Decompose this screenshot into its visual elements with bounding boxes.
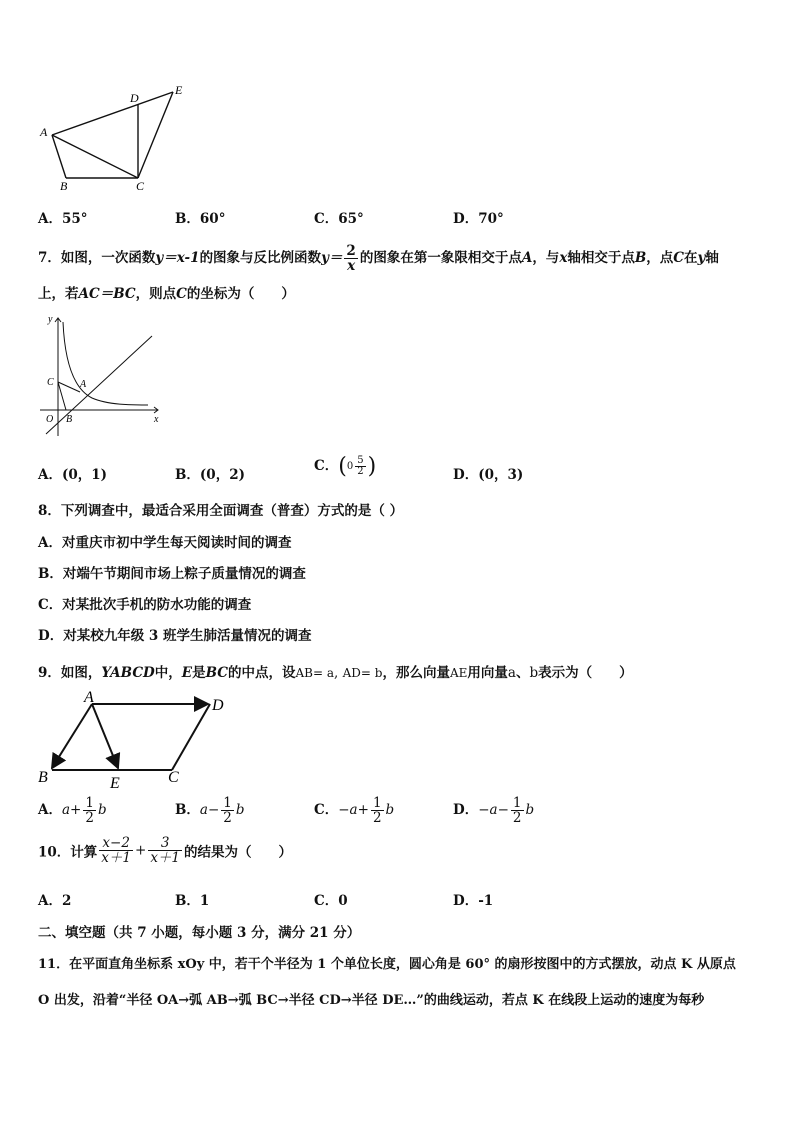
q9-label-A: A bbox=[84, 689, 94, 706]
q6-label-E: E bbox=[175, 83, 183, 97]
q9-option-d: D．−a− $\frac{1}{2}$ b bbox=[453, 795, 535, 827]
q9-option-c: C．−a+ $\frac{1}{2}$ b bbox=[314, 795, 395, 827]
q9-label-B: B bbox=[38, 769, 48, 786]
q7-option-b: B．(0，2) bbox=[175, 467, 245, 483]
q6-label-A: A bbox=[40, 125, 48, 139]
section-title-fill-in: 二、填空题（共 7 小题，每小题 3 分，满分 21 分） bbox=[38, 925, 361, 941]
q6-option-c: C．65° bbox=[314, 211, 364, 227]
q11-stem-line2: O 出发，沿着“半径 OA→弧 AB→弧 BC→半径 CD→半径 DE…”的曲线运动，若点 K 在线段上运动的速度为每秒 bbox=[38, 993, 705, 1008]
q10-stem: 10．计算 $\frac{x-2}{x+1}$ + $\frac{3}{x+1}$ 的结果为（ ） bbox=[38, 835, 293, 867]
q8-option-c: C．对某批次手机的防水功能的调查 bbox=[38, 597, 252, 613]
q8-option-d: D．对某校九年级 3 班学生肺活量情况的调查 bbox=[38, 628, 312, 644]
q7-figure bbox=[36, 312, 166, 440]
q6-figure bbox=[36, 80, 196, 192]
q6-label-B: B bbox=[60, 179, 68, 192]
q7-option-a: A．(0，1) bbox=[38, 467, 108, 483]
q8-option-a: A．对重庆市初中学生每天阅读时间的调查 bbox=[38, 535, 292, 551]
q9-label-C: C bbox=[168, 769, 179, 786]
q7-label-C: C bbox=[47, 377, 54, 388]
q7-option-d: D．(0，3) bbox=[453, 467, 524, 483]
q6-option-b: B．60° bbox=[175, 211, 226, 227]
q7-label-x: x bbox=[154, 414, 159, 425]
q10-option-a: A．2 bbox=[38, 893, 72, 909]
q11-stem-line1: 11．在平面直角坐标系 xOy 中，若干个半径为 1 个单位长度，圆心角是 60° 的扇形按图中的方式摆放，动点 K 从原点 bbox=[38, 957, 736, 972]
q7-stem-line1: 7．如图，一次函数y＝x-1的图象与反比例函数y＝ $\frac{2}{x}$ 的图象在第一象限相交于点A，与x轴相交于点B，点C在y轴 bbox=[38, 243, 719, 275]
q6-label-D: D bbox=[130, 91, 139, 105]
q7-label-O: O bbox=[46, 414, 54, 425]
q6-option-d: D．70° bbox=[453, 211, 504, 227]
q7-label-y: y bbox=[48, 314, 53, 325]
q9-option-b: B．a− $\frac{1}{2}$ b bbox=[175, 795, 245, 827]
q9-stem: 9．如图，YABCD中，E是BC的中点，设AB= a, AD= b，那么向量AE用向量a、b表示为（ ） bbox=[38, 665, 633, 681]
q9-label-E: E bbox=[110, 775, 120, 792]
q10-option-b: B．1 bbox=[175, 893, 210, 909]
q7-fraction: $\frac{2}{x}$ bbox=[346, 243, 356, 275]
q10-option-c: C．0 bbox=[314, 893, 348, 909]
q7-label-B: B bbox=[66, 414, 73, 425]
q7-option-c: C．(0 $\frac{5}{2}$ ) bbox=[314, 454, 377, 479]
q7-label-A: A bbox=[80, 379, 87, 390]
q8-stem: 8．下列调查中，最适合采用全面调查（普查）方式的是（ ） bbox=[38, 503, 404, 519]
q6-label-C: C bbox=[136, 179, 145, 192]
q10-option-d: D．-1 bbox=[453, 893, 494, 909]
q9-option-a: A．a+ $\frac{1}{2}$ b bbox=[38, 795, 107, 827]
q6-option-a: A．55° bbox=[38, 211, 88, 227]
q7-stem-line2: 上，若AC＝BC，则点C的坐标为（ ） bbox=[38, 286, 295, 302]
q9-figure bbox=[34, 688, 234, 792]
q8-option-b: B．对端午节期间市场上粽子质量情况的调查 bbox=[38, 566, 306, 582]
q9-label-D: D bbox=[212, 697, 224, 714]
